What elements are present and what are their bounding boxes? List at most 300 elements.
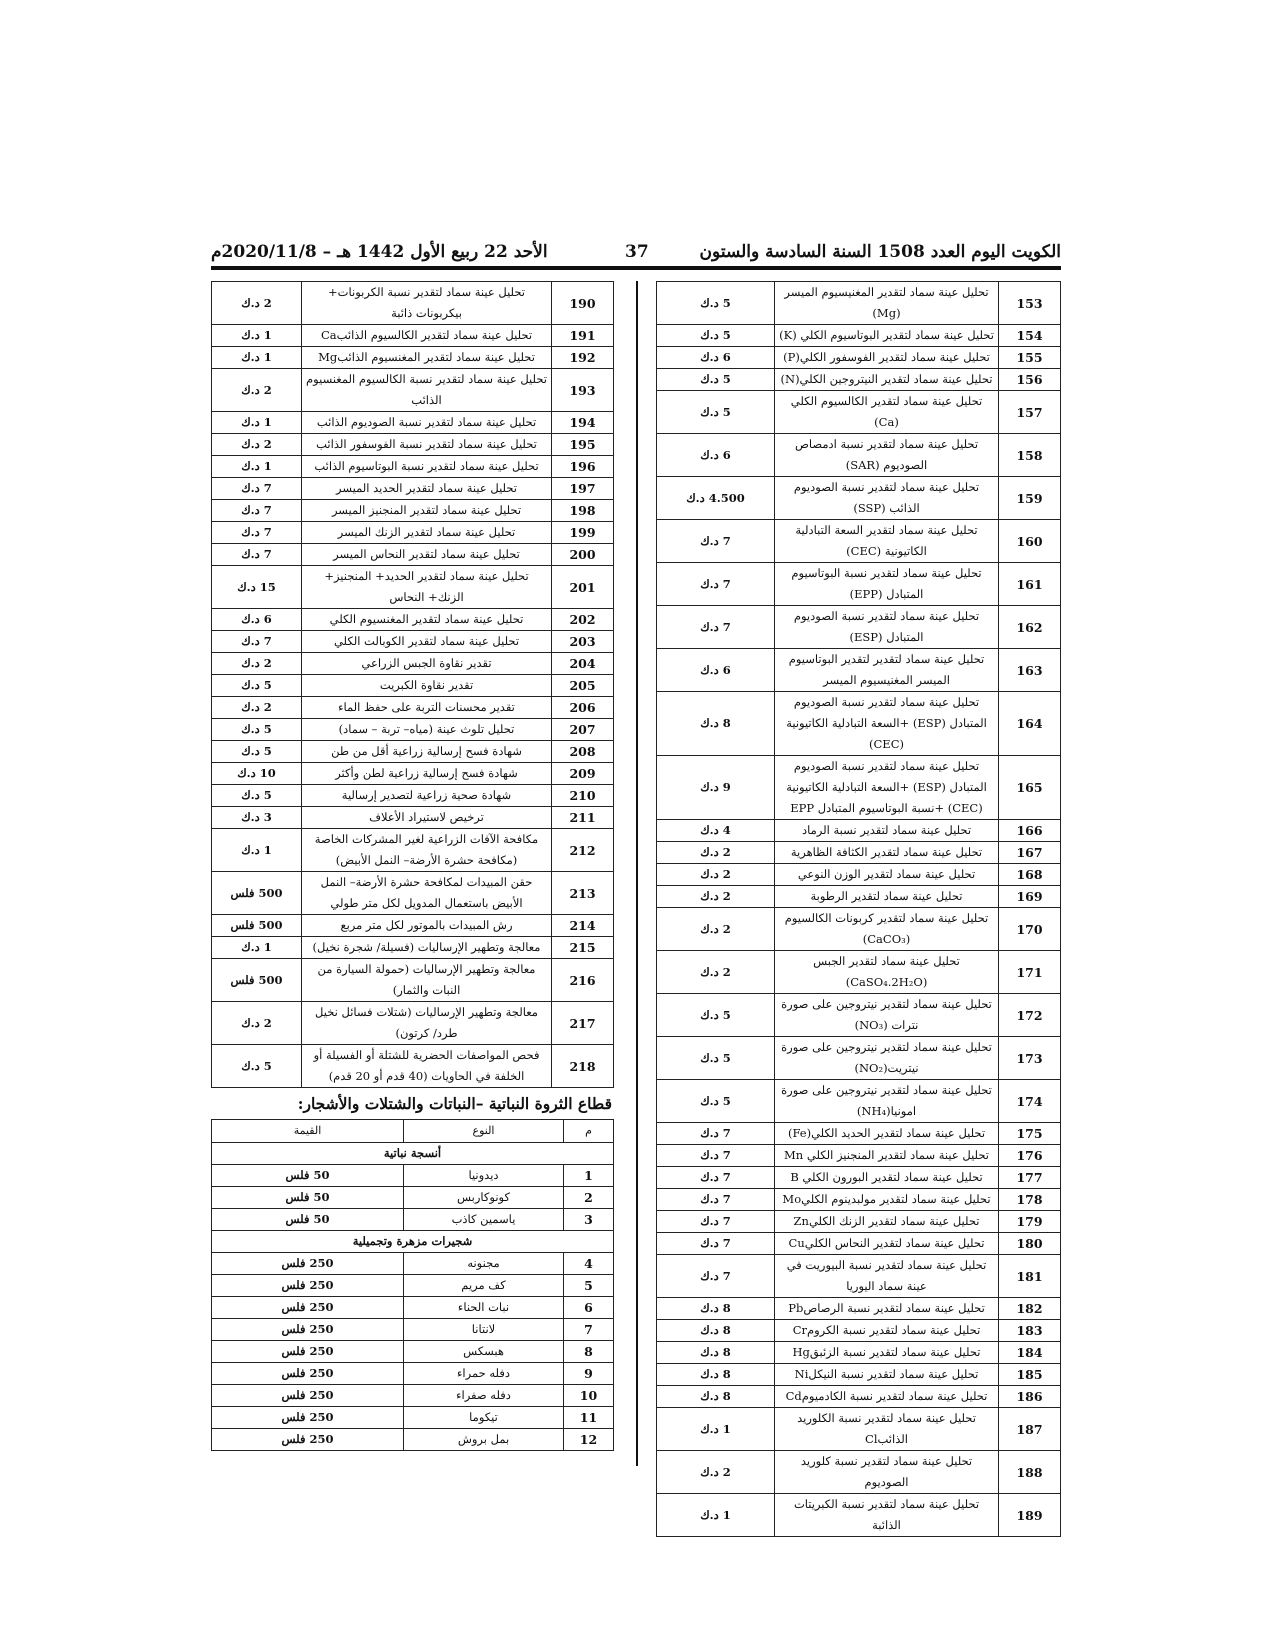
plant-value: 250 فلس <box>212 1253 404 1275</box>
service-description: تحليل عينة سماد لتقدير نسبة الزئبقHg <box>775 1342 999 1364</box>
service-description: تحليل عينة سماد لتقدير النحاس الكليCu <box>775 1233 999 1255</box>
plant-group-title: أنسجة نباتية <box>212 1143 614 1165</box>
service-fee: 6 د.ك <box>212 609 302 631</box>
row-number: 208 <box>552 741 614 763</box>
service-description: تحليل عينة سماد لتقدير البورون الكلي B <box>775 1167 999 1189</box>
table-row <box>657 520 1061 563</box>
service-fee: 7 د.ك <box>212 500 302 522</box>
row-number: 212 <box>552 829 614 872</box>
row-number: 207 <box>552 719 614 741</box>
plant-type: تيكوما <box>404 1407 564 1429</box>
row-number: 213 <box>552 872 614 915</box>
fees-table <box>211 281 614 1088</box>
group-header-row <box>212 1143 614 1165</box>
service-fee: 7 د.ك <box>657 520 775 563</box>
service-description: تحليل عينة سماد لتقدير الفوسفور الكلي(P) <box>775 347 999 369</box>
service-description: تحليل عينة سماد لتقدير المغنسيوم الكلي <box>302 609 552 631</box>
table-row <box>657 1145 1061 1167</box>
service-fee: 8 د.ك <box>657 692 775 756</box>
table-row <box>657 606 1061 649</box>
service-description: تحليل عينة سماد لتقدير نسبة الصوديوم المتبادل (ESP) +السعة التبادلية الكاتيونية (CEC) <box>775 692 999 756</box>
row-number: 188 <box>999 1451 1061 1494</box>
table-row <box>657 1167 1061 1189</box>
row-number: 1 <box>564 1165 614 1187</box>
page-number: 37 <box>625 242 649 262</box>
service-description: تحليل عينة سماد لتقدير لتقدير البوتاسيوم الميسر المغنيسيوم الميسر <box>775 649 999 692</box>
table-row <box>212 631 614 653</box>
service-description: تحليل عينة سماد لتقدير الزنك الكليZn <box>775 1211 999 1233</box>
service-fee: 5 د.ك <box>657 325 775 347</box>
service-description: تحليل عينة سماد لتقدير نسبة كلوريد الصوديوم <box>775 1451 999 1494</box>
service-description: تحليل عينة سماد لتقدير الحديد الميسر <box>302 478 552 500</box>
service-fee: 2 د.ك <box>212 697 302 719</box>
issue-date: الأحد 22 ربيع الأول 1442 هـ – 2020/11/8م <box>211 242 548 262</box>
service-description: تحليل عينة سماد لتقدير الكوبالت الكلي <box>302 631 552 653</box>
table-row <box>212 1165 614 1187</box>
table-row <box>212 1275 614 1297</box>
table-row <box>212 478 614 500</box>
page-header <box>211 238 1061 268</box>
service-description: تحليل عينة سماد لتقدير المغنسيوم الذائبMg <box>302 347 552 369</box>
service-fee: 5 د.ك <box>212 1045 302 1088</box>
service-fee: 2 د.ك <box>212 369 302 412</box>
table-row <box>212 1253 614 1275</box>
row-number: 195 <box>552 434 614 456</box>
plant-value: 250 فلس <box>212 1429 404 1451</box>
table-row <box>212 1429 614 1451</box>
service-fee: 2 د.ك <box>212 653 302 675</box>
table-row <box>212 347 614 369</box>
service-description: تحليل عينة سماد لتقدير نسبة البوتاسيوم الذائب <box>302 456 552 478</box>
service-description: رش المبيدات بالموتور لكل متر مربع <box>302 915 552 937</box>
row-number: 3 <box>564 1209 614 1231</box>
table-row <box>212 522 614 544</box>
table-row <box>657 1189 1061 1211</box>
service-description: تحليل عينة سماد لتقدير النحاس الميسر <box>302 544 552 566</box>
row-number: 186 <box>999 1386 1061 1408</box>
service-description: تحليل عينة سماد لتقدير الكثافة الظاهرية <box>775 842 999 864</box>
row-number: 184 <box>999 1342 1061 1364</box>
row-number: 177 <box>999 1167 1061 1189</box>
plant-value: 250 فلس <box>212 1341 404 1363</box>
table-row <box>212 412 614 434</box>
table-row <box>657 347 1061 369</box>
service-description: تحليل عينة سماد لتقدير مولبدينوم الكليMo <box>775 1189 999 1211</box>
service-description: تحليل عينة سماد لتقدير نسبة الصوديوم الذائب <box>302 412 552 434</box>
row-number: 192 <box>552 347 614 369</box>
row-number: 169 <box>999 886 1061 908</box>
row-number: 205 <box>552 675 614 697</box>
table-row <box>657 1233 1061 1255</box>
table-row <box>212 456 614 478</box>
table-row <box>212 763 614 785</box>
table-row <box>657 434 1061 477</box>
service-fee: 7 د.ك <box>212 544 302 566</box>
row-number: 10 <box>564 1385 614 1407</box>
row-number: 191 <box>552 325 614 347</box>
service-description: تحليل عينة سماد لتقدير نسبة البيوريت في عينة سماد اليوريا <box>775 1255 999 1298</box>
service-description: تحليل عينة سماد لتقدير نسبة الكالسيوم المغنسيوم الذائب <box>302 369 552 412</box>
service-description: شهادة فسح إرسالية زراعية لطن وأكثر <box>302 763 552 785</box>
table-row <box>657 1494 1061 1537</box>
table-row <box>657 951 1061 994</box>
row-number: 182 <box>999 1298 1061 1320</box>
service-description: تحليل عينة سماد لتقدير نسبة البوتاسيوم المتبادل (EPP) <box>775 563 999 606</box>
plant-type: كف مريم <box>404 1275 564 1297</box>
service-description: تحليل عينة سماد لتقدير النيتروجين الكلي(N) <box>775 369 999 391</box>
service-fee: 1 د.ك <box>212 829 302 872</box>
plant-type: هبسكس <box>404 1341 564 1363</box>
plants-header-row <box>212 1120 614 1143</box>
table-row <box>657 1342 1061 1364</box>
service-fee: 3 د.ك <box>212 807 302 829</box>
table-row <box>212 1045 614 1088</box>
service-description: تحليل عينة سماد لتقدير نسبة الفوسفور الذائب <box>302 434 552 456</box>
group-header-row <box>212 1231 614 1253</box>
service-description: تقدير نقاوة الجبس الزراعي <box>302 653 552 675</box>
plants-section-title: قطاع الثروة النباتية –النباتات والشتلات والأشجار: <box>297 1094 612 1113</box>
table-row <box>212 544 614 566</box>
row-number: 215 <box>552 937 614 959</box>
row-number: 200 <box>552 544 614 566</box>
row-number: 171 <box>999 951 1061 994</box>
row-number: 178 <box>999 1189 1061 1211</box>
row-number: 211 <box>552 807 614 829</box>
table-row <box>657 1037 1061 1080</box>
service-fee: 5 د.ك <box>212 675 302 697</box>
service-fee: 15 د.ك <box>212 566 302 609</box>
row-number: 180 <box>999 1233 1061 1255</box>
row-number: 174 <box>999 1080 1061 1123</box>
service-fee: 8 د.ك <box>657 1320 775 1342</box>
row-number: 198 <box>552 500 614 522</box>
service-fee: 7 د.ك <box>657 1255 775 1298</box>
table-row <box>657 692 1061 756</box>
service-fee: 10 د.ك <box>212 763 302 785</box>
row-number: 214 <box>552 915 614 937</box>
service-fee: 7 د.ك <box>657 1123 775 1145</box>
row-number: 196 <box>552 456 614 478</box>
service-description: تقدير محسنات التربة على حفظ الماء <box>302 697 552 719</box>
plant-type: بمل بروش <box>404 1429 564 1451</box>
service-description: تحليل عينة سماد لتقدير نسبة الكرومCr <box>775 1320 999 1342</box>
service-description: تحليل عينة سماد لتقدير نسبة الرماد <box>775 820 999 842</box>
row-number: 202 <box>552 609 614 631</box>
table-row <box>657 1320 1061 1342</box>
table-row <box>212 1385 614 1407</box>
table-row <box>657 842 1061 864</box>
row-number: 163 <box>999 649 1061 692</box>
service-description: معالجة وتطهير الإرساليات (شتلات فسائل نخيل طرد/ كرتون) <box>302 1002 552 1045</box>
service-fee: 4 د.ك <box>657 820 775 842</box>
service-description: تقدير نقاوة الكبريت <box>302 675 552 697</box>
gazette-issue: الكويت اليوم العدد 1508 السنة السادسة والستون <box>699 242 1061 262</box>
service-fee: 7 د.ك <box>657 1145 775 1167</box>
row-number: 155 <box>999 347 1061 369</box>
service-fee: 5 د.ك <box>657 282 775 325</box>
plant-type: مجنونه <box>404 1253 564 1275</box>
table-row <box>212 719 614 741</box>
row-number: 162 <box>999 606 1061 649</box>
row-number: 185 <box>999 1364 1061 1386</box>
row-number: 7 <box>564 1319 614 1341</box>
service-description: تحليل عينة سماد لتقدير المنجنيز الكلي Mn <box>775 1145 999 1167</box>
service-description: تحليل عينة سماد لتقدير الكالسيوم الذائبCa <box>302 325 552 347</box>
row-number: 193 <box>552 369 614 412</box>
table-row <box>212 500 614 522</box>
row-number: 209 <box>552 763 614 785</box>
row-number: 153 <box>999 282 1061 325</box>
service-description: تحليل عينة سماد لتقدير نسبة ادمصاص الصوديوم (SAR) <box>775 434 999 477</box>
service-fee: 5 د.ك <box>657 391 775 434</box>
table-row <box>212 915 614 937</box>
table-row <box>657 756 1061 820</box>
plant-value: 250 فلس <box>212 1275 404 1297</box>
col-header-value: القيمة <box>212 1120 404 1143</box>
table-row <box>657 1364 1061 1386</box>
col-header-m: م <box>564 1120 614 1143</box>
service-fee: 6 د.ك <box>657 347 775 369</box>
service-fee: 5 د.ك <box>657 1037 775 1080</box>
service-description: حقن المبيدات لمكافحة حشرة الأرضة– النمل الأبيض باستعمال المدويل لكل متر طولي <box>302 872 552 915</box>
table-row <box>657 820 1061 842</box>
row-number: 159 <box>999 477 1061 520</box>
plant-type: دفله صفراء <box>404 1385 564 1407</box>
service-description: معالجة وتطهير الإرساليات (فسيلة/ شجرة نخيل) <box>302 937 552 959</box>
service-fee: 7 د.ك <box>657 563 775 606</box>
service-description: تحليل عينة سماد لتقدير نسبة الكربونات+ بيكربونات ذائبة <box>302 282 552 325</box>
table-row <box>657 1298 1061 1320</box>
service-fee: 5 د.ك <box>212 785 302 807</box>
table-row <box>657 908 1061 951</box>
service-description: تحليل تلوث عينة (مياه– تربة – سماد) <box>302 719 552 741</box>
service-fee: 1 د.ك <box>212 937 302 959</box>
row-number: 210 <box>552 785 614 807</box>
service-fee: 7 د.ك <box>212 522 302 544</box>
row-number: 164 <box>999 692 1061 756</box>
service-description: معالجة وتطهير الإرساليات (حمولة السيارة من النبات والثمار) <box>302 959 552 1002</box>
service-fee: 7 د.ك <box>657 1233 775 1255</box>
service-fee: 8 د.ك <box>657 1386 775 1408</box>
service-fee: 2 د.ك <box>657 908 775 951</box>
row-number: 12 <box>564 1429 614 1451</box>
row-number: 197 <box>552 478 614 500</box>
service-fee: 9 د.ك <box>657 756 775 820</box>
table-row <box>657 649 1061 692</box>
service-description: تحليل عينة سماد لتقدير نسبة الرصاصPb <box>775 1298 999 1320</box>
table-row <box>657 369 1061 391</box>
service-fee: 7 د.ك <box>657 1189 775 1211</box>
row-number: 5 <box>564 1275 614 1297</box>
row-number: 2 <box>564 1187 614 1209</box>
service-description: تحليل عينة سماد لتقدير المنجنيز الميسر <box>302 500 552 522</box>
service-fee: 7 د.ك <box>657 1211 775 1233</box>
row-number: 189 <box>999 1494 1061 1537</box>
plant-value: 50 فلس <box>212 1209 404 1231</box>
table-row <box>212 369 614 412</box>
fees-table-right <box>656 281 1061 1537</box>
row-number: 158 <box>999 434 1061 477</box>
row-number: 206 <box>552 697 614 719</box>
table-row <box>212 282 614 325</box>
plant-value: 250 فلس <box>212 1385 404 1407</box>
row-number: 172 <box>999 994 1061 1037</box>
row-number: 157 <box>999 391 1061 434</box>
service-fee: 1 د.ك <box>657 1494 775 1537</box>
service-fee: 8 د.ك <box>657 1298 775 1320</box>
service-description: تحليل عينة سماد لتقدير الحديد الكلي(Fe) <box>775 1123 999 1145</box>
table-row <box>212 937 614 959</box>
table-row <box>657 282 1061 325</box>
table-row <box>657 325 1061 347</box>
row-number: 168 <box>999 864 1061 886</box>
plant-group-title: شجيرات مزهرة وتجميلية <box>212 1231 614 1253</box>
service-description: تحليل عينة سماد لتقدير نسبة الصوديوم المتبادل (ESP) +السعة التبادلية الكاتيونية (CEC) +نسبة البوتاسيوم المتبادل EPP <box>775 756 999 820</box>
service-fee: 2 د.ك <box>212 434 302 456</box>
table-row <box>657 1080 1061 1123</box>
table-row <box>657 994 1061 1037</box>
plant-value: 250 فلس <box>212 1363 404 1385</box>
row-number: 160 <box>999 520 1061 563</box>
service-description: شهادة صحية زراعية لتصدير إرسالية <box>302 785 552 807</box>
service-description: تحليل عينة سماد لتقدير الوزن النوعي <box>775 864 999 886</box>
service-description: تحليل عينة سماد لتقدير الحديد+ المنجنيز+ الزنك+ النحاس <box>302 566 552 609</box>
service-fee: 6 د.ك <box>657 434 775 477</box>
service-fee: 2 د.ك <box>212 1002 302 1045</box>
table-row <box>657 1408 1061 1451</box>
row-number: 201 <box>552 566 614 609</box>
header-rule <box>211 266 1061 270</box>
table-row <box>657 563 1061 606</box>
table-row <box>212 653 614 675</box>
table-row <box>212 807 614 829</box>
service-description: مكافحة الآفات الزراعية لغير المشركات الخاصة (مكافحة حشرة الأرضة– النمل الأبيض) <box>302 829 552 872</box>
table-row <box>657 1255 1061 1298</box>
service-fee: 500 فلس <box>212 959 302 1002</box>
row-number: 154 <box>999 325 1061 347</box>
service-fee: 5 د.ك <box>657 1080 775 1123</box>
table-row <box>657 864 1061 886</box>
service-description: تحليل عينة سماد لتقدير نسبة الكادميومCd <box>775 1386 999 1408</box>
service-description: تحليل عينة سماد لتقدير السعة التبادلية الكاتيونية (CEC) <box>775 520 999 563</box>
table-row <box>657 1386 1061 1408</box>
service-fee: 1 د.ك <box>212 456 302 478</box>
table-row <box>212 872 614 915</box>
service-fee: 2 د.ك <box>657 951 775 994</box>
row-number: 9 <box>564 1363 614 1385</box>
row-number: 179 <box>999 1211 1061 1233</box>
plant-type: لانتانا <box>404 1319 564 1341</box>
service-description: ترخيص لاستيراد الأعلاف <box>302 807 552 829</box>
plant-value: 250 فلس <box>212 1297 404 1319</box>
row-number: 11 <box>564 1407 614 1429</box>
row-number: 183 <box>999 1320 1061 1342</box>
service-description: تحليل عينة سماد لتقدير كربونات الكالسيوم (CaCO₃) <box>775 908 999 951</box>
table-row <box>212 1363 614 1385</box>
plant-type: ياسمين كاذب <box>404 1209 564 1231</box>
row-number: 161 <box>999 563 1061 606</box>
table-row <box>657 1211 1061 1233</box>
row-number: 170 <box>999 908 1061 951</box>
col-header-type: النوع <box>404 1120 564 1143</box>
row-number: 175 <box>999 1123 1061 1145</box>
row-number: 187 <box>999 1408 1061 1451</box>
service-description: تحليل عينة سماد لتقدير نيتروجين على صورة نترات (NO₃) <box>775 994 999 1037</box>
service-description: تحليل عينة سماد لتقدير الزنك الميسر <box>302 522 552 544</box>
row-number: 181 <box>999 1255 1061 1298</box>
table-row <box>657 1123 1061 1145</box>
table-row <box>212 675 614 697</box>
fees-table <box>656 281 1061 1537</box>
service-description: تحليل عينة سماد لتقدير نسبة الكلوريد الذائبCl <box>775 1408 999 1451</box>
row-number: 4 <box>564 1253 614 1275</box>
table-row <box>212 1002 614 1045</box>
table-row <box>212 325 614 347</box>
plant-value: 250 فلس <box>212 1319 404 1341</box>
service-fee: 4.500 د.ك <box>657 477 775 520</box>
service-fee: 5 د.ك <box>212 741 302 763</box>
row-number: 156 <box>999 369 1061 391</box>
service-fee: 8 د.ك <box>657 1364 775 1386</box>
plant-value: 50 فلس <box>212 1165 404 1187</box>
service-fee: 2 د.ك <box>657 1451 775 1494</box>
plant-type: كونوكاربس <box>404 1187 564 1209</box>
service-fee: 8 د.ك <box>657 1342 775 1364</box>
row-number: 194 <box>552 412 614 434</box>
plant-value: 250 فلس <box>212 1407 404 1429</box>
service-fee: 5 د.ك <box>657 994 775 1037</box>
service-fee: 6 د.ك <box>657 649 775 692</box>
service-description: تحليل عينة سماد لتقدير نيتروجين على صورة نيتريت(NO₂) <box>775 1037 999 1080</box>
row-number: 199 <box>552 522 614 544</box>
service-fee: 2 د.ك <box>657 842 775 864</box>
table-row <box>657 391 1061 434</box>
service-fee: 1 د.ك <box>212 325 302 347</box>
table-row <box>212 434 614 456</box>
service-fee: 500 فلس <box>212 872 302 915</box>
row-number: 165 <box>999 756 1061 820</box>
service-description: تحليل عينة سماد لتقدير نسبة الكبريتات الذائبة <box>775 1494 999 1537</box>
service-description: فحص المواصفات الحضرية للشتلة أو الفسيلة أو الخلفة في الحاويات (40 قدم أو 20 قدم) <box>302 1045 552 1088</box>
table-row <box>212 1187 614 1209</box>
plants-table <box>211 1119 614 1451</box>
service-fee: 7 د.ك <box>657 606 775 649</box>
row-number: 167 <box>999 842 1061 864</box>
service-fee: 1 د.ك <box>212 347 302 369</box>
table-row <box>212 697 614 719</box>
service-description: تحليل عينة سماد لتقدير الرطوبة <box>775 886 999 908</box>
service-fee: 1 د.ك <box>657 1408 775 1451</box>
service-description: تحليل عينة سماد لتقدير نسبة الصوديوم المتبادل (ESP) <box>775 606 999 649</box>
row-number: 204 <box>552 653 614 675</box>
table-row <box>212 785 614 807</box>
table-row <box>212 829 614 872</box>
service-description: شهادة فسح إرسالية زراعية أقل من طن <box>302 741 552 763</box>
plant-value: 50 فلس <box>212 1187 404 1209</box>
table-row <box>212 609 614 631</box>
service-description: تحليل عينة سماد لتقدير نيتروجين على صورة امونيا(NH₄) <box>775 1080 999 1123</box>
service-description: تحليل عينة سماد لتقدير نسبة الصوديوم الذائب (SSP) <box>775 477 999 520</box>
row-number: 176 <box>999 1145 1061 1167</box>
service-fee: 2 د.ك <box>212 282 302 325</box>
table-row <box>212 566 614 609</box>
row-number: 203 <box>552 631 614 653</box>
service-description: تحليل عينة سماد لتقدير نسبة النيكلNi <box>775 1364 999 1386</box>
table-row <box>657 477 1061 520</box>
fees-table-left <box>211 281 614 1451</box>
service-description: تحليل عينة سماد لتقدير البوتاسيوم الكلي (K) <box>775 325 999 347</box>
table-row <box>212 1297 614 1319</box>
